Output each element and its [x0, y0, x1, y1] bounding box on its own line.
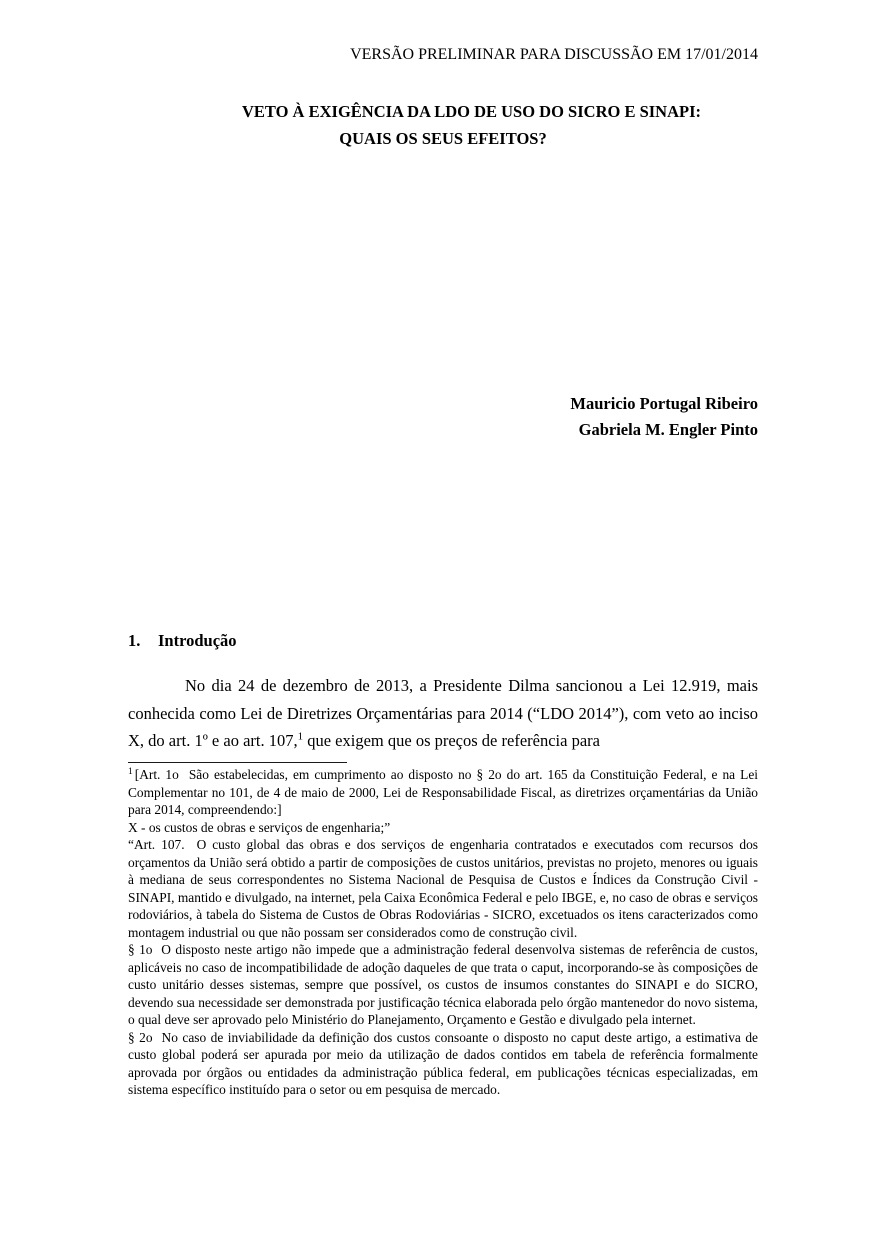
document-title	[128, 98, 758, 152]
footnote-marker-superscript: 1	[128, 766, 133, 777]
footnote-separator-rule	[128, 762, 347, 764]
footnote-text: [Art. 1o São estabelecidas, em cumprimento ao disposto no § 2o do art. 165 da Constituição Federal, e na Lei Complementar no 101, de 4 de maio de 2000, Lei de Responsabilidade Fiscal, as diretrizes orçamentárias da União para 2014, compreendendo:]	[128, 767, 758, 817]
document-title-line-1: VETO À EXIGÊNCIA DA LDO DE USO DO SICRO E SINAPI:	[241, 102, 702, 121]
draft-version-notice: VERSÃO PRELIMINAR PARA DISCUSSÃO EM 17/01/2014	[350, 46, 758, 63]
section-number: 1.	[128, 631, 141, 650]
paragraph-text-after-reference: que exigem que os preços de referência para	[303, 731, 600, 750]
section-heading-introduction	[128, 630, 758, 651]
footnote-paragraph-4: § 1o O disposto neste artigo não impede que a administração federal desenvolva sistemas de referência de custos, aplicáveis no caso de incompatibilidade de adoção daqueles de que trata o caput, incorporando-se às composições de custo unitário desses sistemas, sempre que possível, os custos de insumos constantes do SINAPI e do SICRO, devendo sua necessidade ser demonstrada por justificação técnica elaborada pelo órgão mantenedor do novo sistema, o qual deve ser aprovado pelo Ministério do Planejamento, Orçamento e Gestão e divulgado pela internet.	[128, 942, 758, 1027]
footnote-paragraph-1	[128, 766, 758, 819]
footnote-block	[128, 766, 758, 1099]
document-title-line-2: QUAIS OS SEUS EFEITOS?	[339, 129, 547, 148]
footnote-reference-superscript: 1	[297, 730, 304, 743]
paragraph-text-before-reference: No dia 24 de dezembro de 2013, a Presidente Dilma sancionou a Lei 12.919, mais conhecida como Lei de Diretrizes Orçamentárias para 2014 (“LDO 2014”), com veto ao inciso X, do art. 1º e ao art. 107,	[128, 676, 758, 750]
footnote-paragraph-2: X - os custos de obras e serviços de engenharia;”	[128, 819, 391, 835]
introduction-paragraph	[128, 672, 758, 755]
footnote-paragraph-5: § 2o No caso de inviabilidade da definição dos custos consoante o disposto no caput deste artigo, a estimativa de custo global poderá ser apurada por meio da utilização de dados contidos em tabela de referência formalmente aprovada por órgãos ou entidades da administração pública federal, em publicações técnicas especializadas, em sistema específico instituído para o setor ou em pesquisa de mercado.	[128, 1029, 758, 1097]
footnote-paragraph-3: “Art. 107. O custo global das obras e dos serviços de engenharia contratados e executados com recursos dos orçamentos da União será obtido a partir de composições de custos unitários, previstas no projeto, menores ou iguais à mediana de seus correspondentes no Sistema Nacional de Pesquisa de Custos e Índices da Construção Civil - SINAPI, mantido e divulgado, na internet, pela Caixa Econômica Federal e pelo IBGE, e, no caso de obras e serviços rodoviários, à tabela do Sistema de Custos de Obras Rodoviárias - SICRO, excetuados os itens caracterizados como montagem industrial ou que não possam ser considerados como de construção civil.	[128, 837, 758, 940]
author-name-1: Mauricio Portugal Ribeiro	[570, 394, 758, 413]
author-list	[128, 391, 758, 443]
section-title: Introdução	[158, 631, 237, 650]
author-name-2: Gabriela M. Engler Pinto	[578, 420, 758, 439]
